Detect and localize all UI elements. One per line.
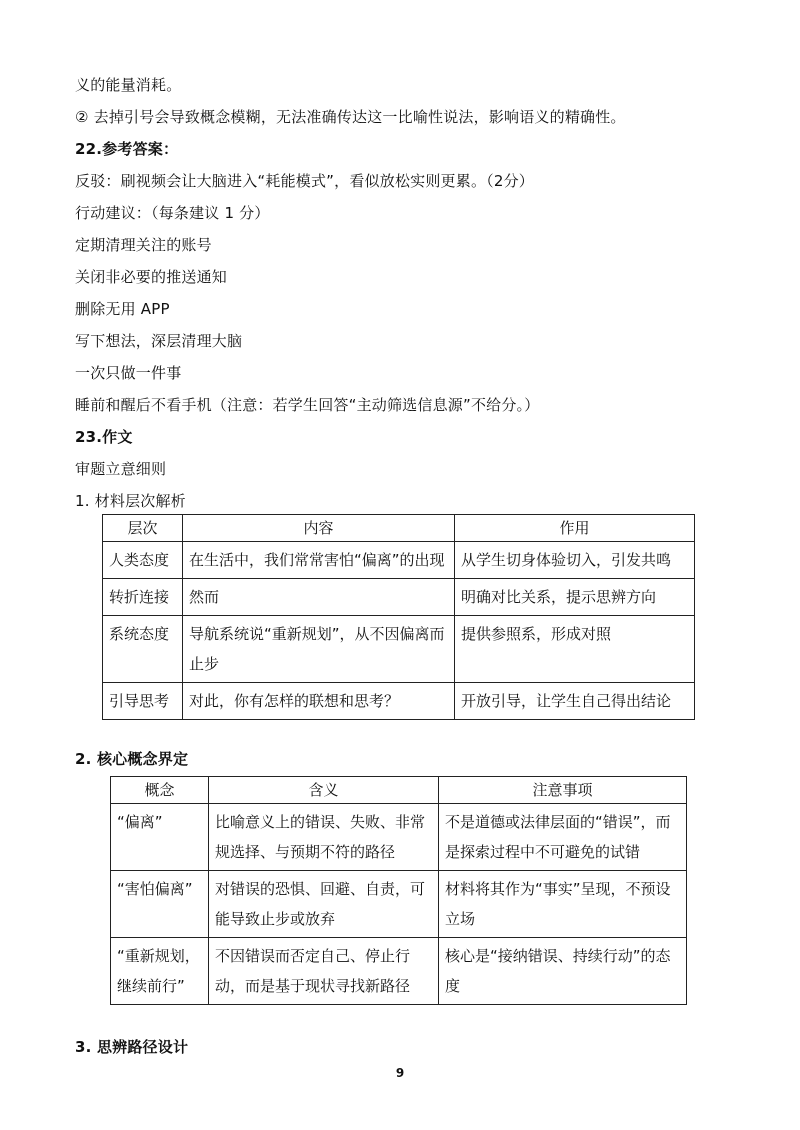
table-header: 概念: [111, 777, 209, 804]
page-number: 9: [395, 1066, 405, 1080]
table-cell: 不是道德或法律层面的“错误”，而是探索过程中不可避免的试错: [439, 804, 687, 871]
table-cell: 然而: [183, 579, 455, 616]
table-header: 含义: [209, 777, 439, 804]
table-cell: 引导思考: [103, 683, 183, 720]
table-row: [111, 804, 687, 871]
table-cell: 对错误的恐惧、回避、自责，可能导致止步或放弃: [209, 871, 439, 938]
table-row: [103, 579, 695, 616]
table-cell: “偏离”: [111, 804, 209, 871]
table-row: [111, 871, 687, 938]
table-cell: 在生活中，我们常常害怕“偏离”的出现: [183, 542, 455, 579]
text-line: ② 去掉引号会导致概念模糊，无法准确传达这一比喻性说法，影响语义的精确性。: [75, 108, 626, 126]
table-header-row: [103, 515, 695, 542]
text-line: 义的能量消耗。: [75, 76, 182, 94]
table-header-row: [111, 777, 687, 804]
list-item: 睡前和醒后不看手机（注意：若学生回答“主动筛选信息源”不给分。）: [75, 396, 540, 414]
table-row: [103, 616, 695, 683]
list-item: 删除无用 APP: [75, 300, 170, 318]
table-row: [111, 938, 687, 1005]
table-cell: 从学生切身体验切入，引发共鸣: [455, 542, 695, 579]
question-heading: 22.参考答案：: [75, 140, 179, 158]
table-cell: 系统态度: [103, 616, 183, 683]
question-heading: 23.作文: [75, 428, 133, 446]
table-row: [103, 542, 695, 579]
table-cell: 比喻意义上的错误、失败、非常规选择、与预期不符的路径: [209, 804, 439, 871]
text-line: 行动建议：（每条建议 1 分）: [75, 204, 270, 222]
list-item: 关闭非必要的推送通知: [75, 268, 228, 286]
list-item: 一次只做一件事: [75, 364, 182, 382]
core-concept-table: [110, 776, 687, 1005]
table-header: 层次: [103, 515, 183, 542]
table-cell: 人类态度: [103, 542, 183, 579]
table-cell: 材料将其作为“事实”呈现，不预设立场: [439, 871, 687, 938]
list-item: 定期清理关注的账号: [75, 236, 212, 254]
table-header: 注意事项: [439, 777, 687, 804]
table-header: 作用: [455, 515, 695, 542]
table-row: [103, 683, 695, 720]
table-cell: 导航系统说“重新规划”，从不因偏离而止步: [183, 616, 455, 683]
text-line: 反驳：刷视频会让大脑进入“耗能模式”，看似放松实则更累。（2分）: [75, 172, 534, 190]
list-item: 写下想法，深层清理大脑: [75, 332, 243, 350]
section-heading: 1. 材料层次解析: [75, 492, 186, 510]
table-cell: 转折连接: [103, 579, 183, 616]
table-cell: 提供参照系，形成对照: [455, 616, 695, 683]
table-cell: 对此，你有怎样的联想和思考？: [183, 683, 455, 720]
table-header: 内容: [183, 515, 455, 542]
section-heading: 3. 思辨路径设计: [75, 1038, 189, 1056]
table-cell: 核心是“接纳错误、持续行动”的态度: [439, 938, 687, 1005]
table-cell: “重新规划，继续前行”: [111, 938, 209, 1005]
table-cell: 明确对比关系，提示思辨方向: [455, 579, 695, 616]
section-heading: 审题立意细则: [75, 460, 167, 478]
table-cell: “害怕偏离”: [111, 871, 209, 938]
table-cell: 不因错误而否定自己、停止行动，而是基于现状寻找新路径: [209, 938, 439, 1005]
table-cell: 开放引导，让学生自己得出结论: [455, 683, 695, 720]
material-analysis-table: [102, 514, 695, 720]
section-heading: 2. 核心概念界定: [75, 750, 189, 768]
